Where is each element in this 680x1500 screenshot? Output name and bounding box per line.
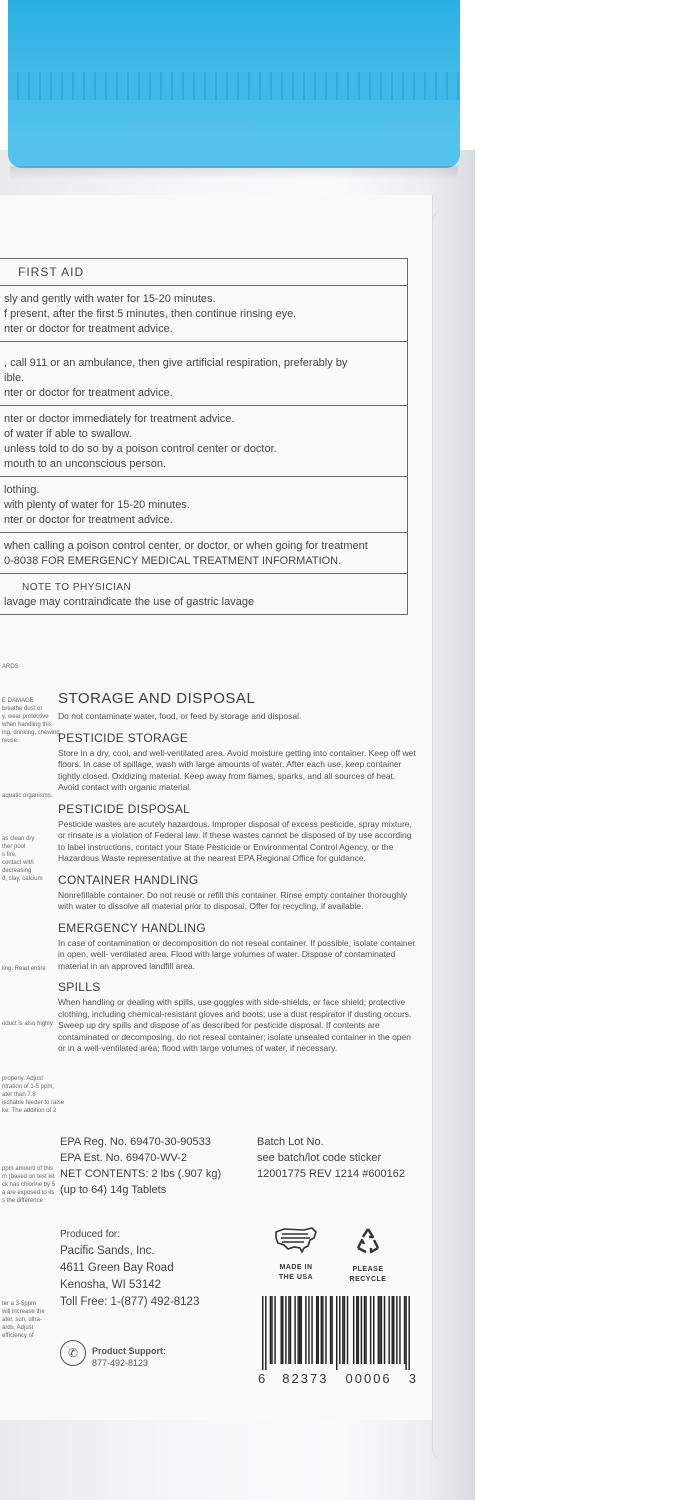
barcode-bar [365, 1296, 366, 1364]
left-fragment [2, 792, 53, 800]
barcode-bar [342, 1296, 343, 1364]
barcode-bar [325, 1296, 326, 1364]
left-fragment [2, 835, 46, 883]
left-fragment-line: m (based on test kit [2, 1174, 55, 1180]
first-aid-line: 0-8038 FOR EMERGENCY MEDICAL TREATMENT INFORMATION. [4, 555, 342, 567]
barcode-bar [353, 1296, 354, 1364]
first-aid-line: nter or doctor for treatment advice. [4, 514, 173, 526]
left-fragment-line: will increase the [2, 1309, 45, 1315]
cap-lip [8, 132, 460, 168]
usa-line1: MADE IN [279, 1264, 313, 1271]
epa-info [60, 1134, 221, 1198]
first-aid-table [0, 258, 408, 615]
barcode-bar [316, 1296, 317, 1364]
pesticide-storage-heading: PESTICIDE STORAGE [58, 730, 189, 745]
barcode-bar [408, 1296, 409, 1370]
barcode-bar [344, 1296, 345, 1364]
first-aid-row-inhaled [0, 342, 407, 406]
barcode-digit-first: 6 [258, 1371, 266, 1386]
first-aid-line: nter or doctor for treatment advice. [4, 323, 173, 335]
batch-note: see batch/lot code sticker [257, 1152, 382, 1164]
left-fragment-line: ater, sun, ultra- [2, 1317, 43, 1323]
first-aid-line: lothing. [4, 484, 40, 496]
left-fragment-line: contact with [2, 860, 34, 866]
container-handling-heading: CONTAINER HANDLING [58, 872, 199, 887]
barcode-digits-left: 82373 [282, 1371, 329, 1386]
left-fragment-line: ARDS [2, 664, 19, 670]
barcode-bar [262, 1296, 263, 1370]
batch-info [257, 1134, 405, 1182]
left-fragment [2, 965, 46, 973]
first-aid-row-eyes [0, 286, 407, 342]
barcode-bar [373, 1296, 374, 1364]
pesticide-storage-text: Store in a dry, cool, and well-ventilated area. Avoid moisture getting into container. Keep off wet floors. In case of spillage, wash with large amounts of water. After each use, keep container tightly closed. Oxidizing material. Keep away from flames, sparks, and all sources of heat. Avoid contact with organic material. [58, 747, 416, 792]
barcode-bar [347, 1296, 348, 1364]
producer-info [60, 1226, 199, 1311]
made-in-usa-badge [274, 1226, 318, 1283]
emergency-handling-heading: EMERGENCY HANDLING [58, 920, 206, 935]
barcode-bar [378, 1296, 379, 1364]
barcode-bar [321, 1296, 322, 1364]
first-aid-line: when calling a poison control center, or doctor, or when going for treatment [4, 540, 368, 552]
container-handling-text: Nonrefillable container. Do not reuse or refill this container. Rinse empty container thoroughly with water to dissolve all material prior to disposal. Offer for recycling, if available. [58, 889, 408, 911]
left-fragment [2, 697, 60, 745]
physician-note [0, 574, 407, 614]
barcode-bar [336, 1296, 337, 1370]
storage-title: STORAGE AND DISPOSAL [58, 690, 256, 707]
left-fragment-line: ischable feeder to raise [2, 1100, 65, 1106]
barcode-bar [318, 1296, 319, 1364]
barcode-bar [311, 1296, 312, 1364]
first-aid-row-swallowed [0, 406, 407, 477]
producer-name: Pacific Sands, Inc. [60, 1245, 155, 1257]
barcode-bar [361, 1296, 362, 1364]
barcode-digit-last: 3 [408, 1371, 416, 1386]
left-fragment [2, 1020, 53, 1028]
left-fragment-line: ter a 3-5ppm [2, 1301, 37, 1307]
spills-heading: SPILLS [58, 980, 101, 994]
left-fragment-line: ing, drinking, chewing [2, 730, 60, 736]
usa-text [274, 1263, 318, 1283]
first-aid-line: unless told to do so by a poison control center or doctor. [4, 443, 277, 455]
product-support [92, 1345, 166, 1369]
left-fragment-line: ntration of 1-5 ppm; [2, 1084, 55, 1090]
cap-shadow [10, 166, 458, 180]
barcode-bar [388, 1296, 389, 1364]
barcode-bar [270, 1296, 271, 1364]
barcode-bar [265, 1296, 266, 1370]
barcode-bar [399, 1296, 400, 1364]
recycle-badge [344, 1226, 392, 1285]
left-fragment-line: breathe dust or [2, 706, 43, 712]
barcode-bar [330, 1296, 331, 1364]
barcode-bar [299, 1296, 300, 1364]
support-label: Product Support: [92, 1346, 166, 1356]
left-fragment [2, 663, 46, 671]
batch-title: Batch Lot No. [257, 1136, 324, 1148]
first-aid-line: ible. [4, 372, 25, 384]
recycle-line2: RECYCLE [349, 1276, 387, 1283]
barcode-bar [305, 1296, 306, 1364]
first-aid-line: , call 911 or an ambulance, then give artificial respiration, preferably by [4, 357, 348, 369]
support-phone: 877-492-8123 [92, 1358, 149, 1368]
barcode-bar [271, 1296, 272, 1364]
epa-est-number: EPA Est. No. 69470-WV-2 [60, 1152, 187, 1164]
phone-icon: ✆ [60, 1340, 86, 1366]
left-fragment-line: ards. Adjust [2, 1325, 34, 1331]
barcode-bar [356, 1296, 357, 1364]
barcode-bar [381, 1296, 382, 1364]
first-aid-row-hotline [0, 533, 407, 574]
left-fragment-line: s the difference [2, 1198, 43, 1204]
left-fragment-line: ther pool [2, 844, 26, 850]
first-aid-line: of water if able to swallow. [4, 428, 132, 440]
first-aid-line: nter or doctor immediately for treatment advice. [4, 413, 235, 425]
barcode-bar [370, 1296, 371, 1364]
left-fragment-line: y, wear protective [2, 714, 49, 720]
left-fragment [2, 1165, 56, 1205]
cap-ridges [8, 72, 460, 100]
emergency-handling-text: In case of contamination or decomposition do not reseal container. If possible, isolate container in open, well- ventilated area. Flood with large volumes of water. Dispose of contaminated material in an approved landfill area. [58, 937, 416, 971]
recycle-text [344, 1265, 392, 1285]
left-fragment-line: decreasing [2, 868, 32, 874]
left-fragment-line: ater than 7.8 [2, 1092, 36, 1098]
producer-city: Kenosha, WI 53142 [60, 1279, 162, 1291]
epa-reg-number: EPA Reg. No. 69470-30-90533 [60, 1136, 211, 1148]
physician-note-title: NOTE TO PHYSICIAN [22, 582, 132, 593]
barcode-bar [404, 1296, 405, 1364]
barcode-bar [288, 1296, 289, 1364]
usa-map-icon [274, 1226, 318, 1254]
left-fragment-line: oduct is also highly [2, 1021, 53, 1027]
barcode-bar [294, 1296, 295, 1364]
left-fragment-line: ck has chlorine by 5 [2, 1182, 56, 1188]
left-fragment-line: a are exposed to its [2, 1190, 55, 1196]
bottle-seam [432, 210, 461, 1460]
producer-phone: Toll Free: 1-(877) 492-8123 [60, 1296, 200, 1308]
barcode-bar [308, 1296, 309, 1364]
first-aid-title: FIRST AID [0, 259, 407, 286]
batch-code: 12001775 REV 1214 #600162 [257, 1168, 406, 1180]
upc-barcode [262, 1296, 410, 1370]
left-fragment-line: aquatic organisms. [2, 793, 53, 799]
usa-line2: THE USA [278, 1274, 314, 1281]
barcode-bar [392, 1296, 393, 1364]
first-aid-line: f present, after the first 5 minutes, then continue rinsing eye. [4, 308, 297, 320]
first-aid-line [4, 348, 407, 356]
barcode-bar [322, 1296, 323, 1364]
left-fragment-line: ppm amount of this [2, 1166, 54, 1172]
barcode-bar [358, 1296, 359, 1364]
left-fragment-line: reuse. [2, 738, 19, 744]
left-fragment-line: as clean dry [2, 836, 35, 842]
first-aid-line: nter or doctor for treatment advice. [4, 387, 173, 399]
barcode-bar [282, 1296, 283, 1364]
barcode-bar [396, 1296, 397, 1364]
left-fragment-line: E DAMAGE [2, 698, 34, 704]
barcode-bar [384, 1296, 385, 1364]
pesticide-disposal-text: Pesticide wastes are acutely hazardous. Improper disposal of excess pesticide, spray mixture, or rinsate is a violation of Federal law. If these wastes cannot be disposed of by use according to label instructions, contact your State Pesticide or Environmental Control Agency, or the Hazardous Waste representative at the nearest EPA Regional Office for guidance. [58, 818, 412, 863]
barcode-bar [339, 1296, 340, 1364]
first-aid-line: sly and gently with water for 15-20 minutes. [4, 293, 216, 305]
left-fragment-line: properly. Adjust [2, 1076, 43, 1082]
barcode-bar [290, 1296, 291, 1364]
producer-label: Produced for: [60, 1229, 121, 1240]
recycle-line1: PLEASE [352, 1266, 384, 1273]
spills-text: When handling or dealing with spills, use goggles with side-shields, or face shield; protective clothing, including chemical-resistant gloves and boots; use a dust respirator if dusting occurs. Sweep up dry spills and dispose of as described for pesticide disposal. If contents are contaminated or decomposing, do not reseal container; isolate unsealed container in the open or in a well-ventilated area; flood with large volumes of water, if necessary. [58, 997, 412, 1053]
left-fragment-line: s fire, [2, 852, 17, 858]
first-aid-line: mouth to an unconscious person. [4, 458, 167, 470]
physician-note-text: lavage may contraindicate the use of gastric lavage [4, 596, 255, 608]
left-fragment-line: ke. The addition of 2 [2, 1108, 57, 1114]
barcode-bar [297, 1296, 298, 1364]
storage-disposal-section [58, 690, 418, 1055]
first-aid-row-skin [0, 477, 407, 533]
tablet-count: (up to 64) 14g Tablets [60, 1184, 167, 1196]
left-fragment-line: efficiency of [2, 1333, 34, 1339]
storage-intro: Do not contaminate water, food, or feed by storage and disposal. [58, 711, 302, 721]
barcode-bar [285, 1296, 286, 1364]
barcode-bar [331, 1296, 332, 1364]
barcode-bar [281, 1296, 282, 1364]
bottle-cap [8, 0, 460, 168]
barcode-bar [393, 1296, 394, 1364]
barcode-digits [258, 1371, 416, 1386]
producer-street: 4611 Green Bay Road [60, 1262, 174, 1274]
barcode-bar [364, 1296, 365, 1364]
barcode-bar [405, 1296, 406, 1370]
first-aid-line: with plenty of water for 15-20 minutes. [4, 499, 190, 511]
pesticide-disposal-heading: PESTICIDE DISPOSAL [58, 801, 191, 816]
left-fragment-line: d, clay, calcium [2, 876, 43, 882]
left-fragment [2, 1300, 46, 1340]
left-fragment-line: when handling this [2, 722, 52, 728]
barcode-bar [379, 1296, 380, 1364]
recycle-icon [353, 1226, 383, 1256]
left-fragment [2, 1075, 65, 1115]
left-fragment-line: ling. Read entire [2, 966, 46, 972]
barcode-bar [301, 1296, 302, 1364]
barcode-bar [274, 1296, 275, 1364]
barcode-digits-right: 00006 [345, 1371, 392, 1386]
net-contents: NET CONTENTS: 2 lbs (.907 kg) [60, 1168, 222, 1180]
